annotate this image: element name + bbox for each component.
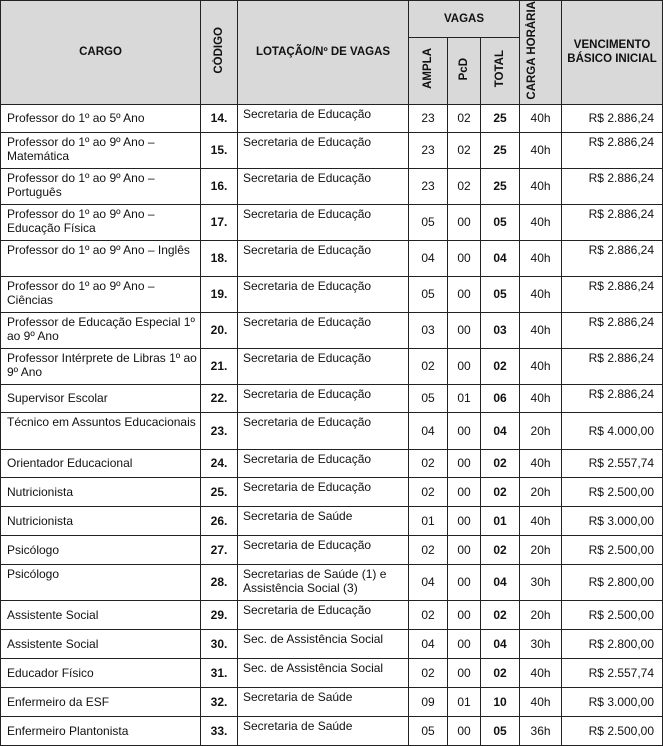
cell-codigo: 28. (201, 564, 238, 600)
header-codigo (201, 1, 238, 105)
cell-salario: R$ 2.886,24 (562, 348, 663, 384)
cell-ampla: 05 (409, 204, 448, 240)
cell-carga: 40h (520, 204, 562, 240)
cell-pcd: 00 (448, 535, 481, 564)
cell-lotacao: Secretaria de Educação (238, 600, 409, 629)
table-row (1, 384, 663, 412)
header-codigo-label: CÓDIGO (213, 26, 225, 74)
cell-salario: R$ 4.000,00 (562, 412, 663, 449)
cell-cargo: Orientador Educacional (1, 449, 201, 477)
cell-lotacao: Secretarias de Saúde (1) e Assistência Social (3) (238, 564, 409, 600)
cell-salario: R$ 2.500,00 (562, 535, 663, 564)
header-total (481, 38, 520, 105)
cell-total: 02 (481, 535, 520, 564)
cell-total: 25 (481, 168, 520, 204)
cell-codigo: 16. (201, 168, 238, 204)
cell-ampla: 23 (409, 104, 448, 132)
cell-cargo: Nutricionista (1, 506, 201, 535)
table-row (1, 276, 663, 312)
cell-ampla: 04 (409, 629, 448, 658)
cell-codigo: 29. (201, 600, 238, 629)
cell-carga: 40h (520, 348, 562, 384)
cell-carga: 40h (520, 687, 562, 716)
cell-total: 03 (481, 312, 520, 348)
cell-salario: R$ 2.557,74 (562, 658, 663, 687)
cell-salario: R$ 2.500,00 (562, 477, 663, 506)
table-row (1, 412, 663, 449)
cell-total: 04 (481, 564, 520, 600)
cell-cargo: Enfermeiro Plantonista (1, 716, 201, 745)
cell-total: 05 (481, 276, 520, 312)
table-row (1, 506, 663, 535)
table-row (1, 535, 663, 564)
cell-codigo: 21. (201, 348, 238, 384)
cell-cargo: Professor do 1º ao 5º Ano (1, 104, 201, 132)
cell-pcd: 00 (448, 449, 481, 477)
cell-cargo: Professor de Educação Especial 1º ao 9º Ano (1, 312, 201, 348)
table-row (1, 240, 663, 276)
cell-cargo: Educador Físico (1, 658, 201, 687)
cell-codigo: 14. (201, 104, 238, 132)
header-carga (520, 1, 562, 105)
cell-codigo: 24. (201, 449, 238, 477)
header-carga-label: CARGA HORÁRIA (525, 1, 538, 100)
cell-codigo: 22. (201, 384, 238, 412)
cell-lotacao: Secretaria de Educação (238, 449, 409, 477)
header-total-label: TOTAL (494, 50, 507, 88)
cell-carga: 40h (520, 384, 562, 412)
table-row (1, 687, 663, 716)
cell-total: 25 (481, 104, 520, 132)
cell-pcd: 02 (448, 132, 481, 168)
cell-carga: 30h (520, 564, 562, 600)
cell-pcd: 00 (448, 240, 481, 276)
cell-cargo: Psicólogo (1, 535, 201, 564)
cell-salario: R$ 3.000,00 (562, 687, 663, 716)
cell-ampla: 05 (409, 384, 448, 412)
cell-cargo: Enfermeiro da ESF (1, 687, 201, 716)
cell-salario: R$ 2.886,24 (562, 104, 663, 132)
cell-salario: R$ 2.886,24 (562, 240, 663, 276)
cell-pcd: 00 (448, 716, 481, 745)
cell-salario: R$ 2.800,00 (562, 629, 663, 658)
cell-carga: 40h (520, 658, 562, 687)
cell-total: 05 (481, 716, 520, 745)
cell-total: 02 (481, 449, 520, 477)
cell-total: 25 (481, 132, 520, 168)
cell-lotacao: Secretaria de Educação (238, 348, 409, 384)
table-row (1, 168, 663, 204)
cell-carga: 40h (520, 168, 562, 204)
table-row (1, 104, 663, 132)
cell-total: 04 (481, 629, 520, 658)
cell-codigo: 18. (201, 240, 238, 276)
cell-salario: R$ 2.886,24 (562, 312, 663, 348)
cell-codigo: 15. (201, 132, 238, 168)
cell-pcd: 00 (448, 506, 481, 535)
cell-carga: 20h (520, 477, 562, 506)
header-cargo: CARGO (1, 1, 201, 105)
cell-lotacao: Secretaria de Saúde (238, 716, 409, 745)
cell-lotacao: Secretaria de Educação (238, 412, 409, 449)
table-row (1, 477, 663, 506)
cell-codigo: 17. (201, 204, 238, 240)
cell-pcd: 00 (448, 312, 481, 348)
cell-cargo: Psicólogo (1, 564, 201, 600)
table-row (1, 658, 663, 687)
cell-ampla: 01 (409, 506, 448, 535)
table-row (1, 348, 663, 384)
cell-ampla: 02 (409, 449, 448, 477)
cell-salario: R$ 2.500,00 (562, 716, 663, 745)
cell-lotacao: Secretaria de Educação (238, 384, 409, 412)
cell-codigo: 31. (201, 658, 238, 687)
cell-lotacao: Secretaria de Educação (238, 477, 409, 506)
cell-codigo: 23. (201, 412, 238, 449)
cell-cargo: Professor do 1º ao 9º Ano – Português (1, 168, 201, 204)
cell-cargo: Professor do 1º ao 9º Ano – Matemática (1, 132, 201, 168)
cell-ampla: 23 (409, 168, 448, 204)
cell-pcd: 00 (448, 564, 481, 600)
cell-ampla: 05 (409, 276, 448, 312)
cell-ampla: 02 (409, 477, 448, 506)
cell-cargo: Assistente Social (1, 600, 201, 629)
cell-carga: 30h (520, 629, 562, 658)
header-pcd (448, 38, 481, 105)
cell-salario: R$ 2.557,74 (562, 449, 663, 477)
header-vencimento: VENCIMENTO BÁSICO INICIAL (562, 1, 663, 105)
cell-pcd: 01 (448, 687, 481, 716)
cell-carga: 40h (520, 132, 562, 168)
cell-lotacao: Sec. de Assistência Social (238, 658, 409, 687)
cell-carga: 40h (520, 449, 562, 477)
cell-total: 01 (481, 506, 520, 535)
table-row (1, 629, 663, 658)
cell-lotacao: Secretaria de Educação (238, 132, 409, 168)
cell-cargo: Técnico em Assuntos Educacionais (1, 412, 201, 449)
table-row (1, 204, 663, 240)
cell-pcd: 02 (448, 168, 481, 204)
cell-ampla: 04 (409, 564, 448, 600)
cell-ampla: 05 (409, 716, 448, 745)
cell-pcd: 00 (448, 348, 481, 384)
cell-lotacao: Secretaria de Educação (238, 535, 409, 564)
cell-ampla: 04 (409, 412, 448, 449)
cell-carga: 40h (520, 506, 562, 535)
cell-carga: 36h (520, 716, 562, 745)
table-row (1, 449, 663, 477)
table-row (1, 132, 663, 168)
cell-total: 05 (481, 204, 520, 240)
header-ampla (409, 38, 448, 105)
cell-pcd: 02 (448, 104, 481, 132)
cell-pcd: 00 (448, 600, 481, 629)
cell-cargo: Professor do 1º ao 9º Ano – Ciências (1, 276, 201, 312)
cell-pcd: 00 (448, 658, 481, 687)
cell-codigo: 32. (201, 687, 238, 716)
cell-ampla: 09 (409, 687, 448, 716)
cell-ampla: 02 (409, 348, 448, 384)
cell-salario: R$ 2.886,24 (562, 204, 663, 240)
cell-lotacao: Secretaria de Educação (238, 168, 409, 204)
cell-total: 02 (481, 658, 520, 687)
cell-ampla: 03 (409, 312, 448, 348)
cell-cargo: Professor do 1º ao 9º Ano – Educação Física (1, 204, 201, 240)
cell-cargo: Supervisor Escolar (1, 384, 201, 412)
cell-cargo: Professor Intérprete de Libras 1º ao 9º Ano (1, 348, 201, 384)
cell-total: 02 (481, 477, 520, 506)
cell-codigo: 20. (201, 312, 238, 348)
cell-carga: 20h (520, 600, 562, 629)
header-vagas: VAGAS (409, 1, 520, 38)
table-row (1, 716, 663, 745)
cell-pcd: 01 (448, 384, 481, 412)
cell-pcd: 00 (448, 477, 481, 506)
cell-total: 10 (481, 687, 520, 716)
cell-total: 02 (481, 600, 520, 629)
cell-salario: R$ 2.886,24 (562, 168, 663, 204)
cell-cargo: Professor do 1º ao 9º Ano – Inglês (1, 240, 201, 276)
cell-carga: 40h (520, 312, 562, 348)
header-ampla-label: AMPLA (422, 48, 434, 90)
cell-salario: R$ 2.886,24 (562, 276, 663, 312)
cell-codigo: 27. (201, 535, 238, 564)
cell-ampla: 02 (409, 535, 448, 564)
cell-codigo: 26. (201, 506, 238, 535)
header-pcd-label: PcD (458, 57, 470, 81)
table-body (1, 104, 663, 745)
table-row (1, 600, 663, 629)
cell-pcd: 00 (448, 276, 481, 312)
cell-total: 02 (481, 348, 520, 384)
cell-carga: 40h (520, 276, 562, 312)
cell-total: 04 (481, 240, 520, 276)
cell-carga: 20h (520, 412, 562, 449)
cell-lotacao: Sec. de Assistência Social (238, 629, 409, 658)
cell-lotacao: Secretaria de Educação (238, 240, 409, 276)
cell-lotacao: Secretaria de Saúde (238, 506, 409, 535)
cell-carga: 40h (520, 104, 562, 132)
cell-lotacao: Secretaria de Educação (238, 204, 409, 240)
cell-ampla: 02 (409, 600, 448, 629)
cell-carga: 40h (520, 240, 562, 276)
cell-lotacao: Secretaria de Educação (238, 312, 409, 348)
cell-carga: 20h (520, 535, 562, 564)
cell-lotacao: Secretaria de Educação (238, 276, 409, 312)
cell-salario: R$ 2.886,24 (562, 384, 663, 412)
cell-ampla: 04 (409, 240, 448, 276)
cell-codigo: 33. (201, 716, 238, 745)
cell-lotacao: Secretaria de Saúde (238, 687, 409, 716)
cell-salario: R$ 2.500,00 (562, 600, 663, 629)
table-row (1, 564, 663, 600)
cell-codigo: 19. (201, 276, 238, 312)
cell-cargo: Assistente Social (1, 629, 201, 658)
cell-total: 06 (481, 384, 520, 412)
cell-pcd: 00 (448, 204, 481, 240)
cell-lotacao: Secretaria de Educação (238, 104, 409, 132)
cell-salario: R$ 2.800,00 (562, 564, 663, 600)
header-lotacao: LOTAÇÃO/Nº DE VAGAS (238, 1, 409, 105)
cell-cargo: Nutricionista (1, 477, 201, 506)
cell-salario: R$ 3.000,00 (562, 506, 663, 535)
cell-salario: R$ 2.886,24 (562, 132, 663, 168)
cell-ampla: 23 (409, 132, 448, 168)
cell-codigo: 25. (201, 477, 238, 506)
cell-ampla: 02 (409, 658, 448, 687)
cell-codigo: 30. (201, 629, 238, 658)
cell-pcd: 00 (448, 629, 481, 658)
table-row (1, 312, 663, 348)
cell-pcd: 00 (448, 412, 481, 449)
cell-total: 04 (481, 412, 520, 449)
